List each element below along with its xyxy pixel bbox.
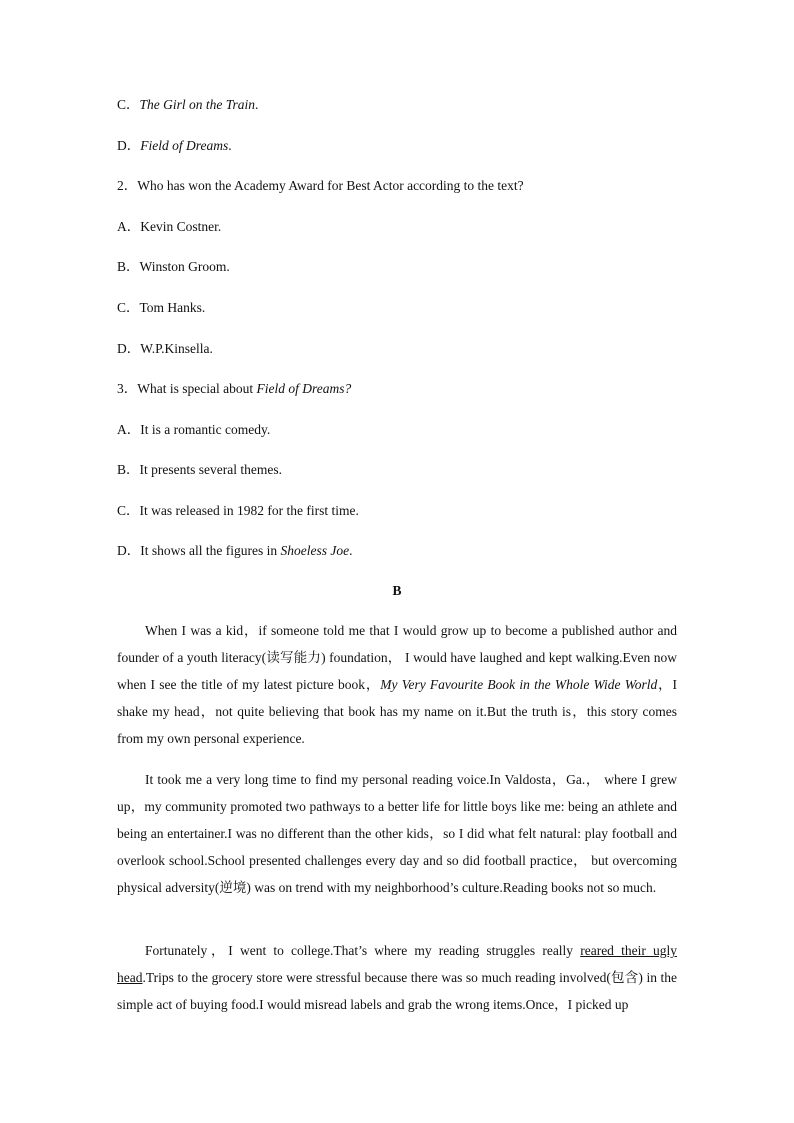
option-title: The Girl on the Train bbox=[139, 97, 256, 112]
paragraph-text: It took me a very long time to find my personal reading voice.In Valdosta，Ga.， where I grew up，my community promoted two pathways to a better life for little boys like me: being an athlete and being an entertainer.I was no different than the other kids，so I did what felt natural: play football and overlook school.School presented challenges every day and so did football practice， but overcoming physical adversity(逆境) was on trend with my neighborhood’s culture.Reading books not so much. bbox=[117, 772, 677, 895]
q2-option-b: B．Winston Groom. bbox=[117, 259, 230, 274]
option-text: D．It shows all the figures in bbox=[117, 543, 281, 558]
q2-option-d: D．W.P.Kinsella. bbox=[117, 341, 213, 356]
passage-paragraph-3 bbox=[117, 937, 677, 1018]
option-title: Field of Dreams bbox=[140, 138, 229, 153]
paragraph-text: Fortunately，I went to college.That’s where my reading struggles really bbox=[145, 943, 581, 958]
q2-option-c: C．Tom Hanks. bbox=[117, 300, 206, 315]
option-end: . bbox=[255, 97, 259, 112]
q3-stem bbox=[117, 380, 351, 398]
book-title: My Very Favourite Book in the Whole Wide World bbox=[380, 677, 658, 692]
underlined-phrase: reared their ugly head bbox=[117, 943, 677, 985]
passage-paragraph-2 bbox=[117, 766, 677, 901]
option-title: Shoeless Joe bbox=[280, 543, 350, 558]
q2-stem: 2．Who has won the Academy Award for Best Actor according to the text? bbox=[117, 178, 524, 193]
option-label: C． bbox=[117, 97, 140, 112]
option-label: D． bbox=[117, 138, 141, 153]
q3-option-a: A．It is a romantic comedy. bbox=[117, 422, 271, 437]
q2-option-a: A．Kevin Costner. bbox=[117, 219, 222, 234]
q3-option-c: C．It was released in 1982 for the first time. bbox=[117, 503, 359, 518]
section-heading: B bbox=[392, 583, 402, 598]
q3-option-b: B．It presents several themes. bbox=[117, 462, 282, 477]
option-end: . bbox=[228, 138, 232, 153]
stem-text: 3．What is special about bbox=[117, 381, 257, 396]
q3-option-d bbox=[117, 542, 352, 560]
paragraph-text: ，I shake my head，not quite believing that book has my name on it.But the truth is，this story comes from my own personal experience. bbox=[117, 677, 677, 746]
q1-option-d bbox=[117, 137, 232, 155]
passage-paragraph-1 bbox=[117, 617, 677, 752]
paragraph-text: When I was a kid，if someone told me that I would grow up to become a published author and founder of a youth literacy(读写能力) foundation， I would have laughed and kept walking.Even now when I see the title of my latest picture book， bbox=[117, 623, 677, 692]
paragraph-text: .Trips to the grocery store were stressful because there was so much reading involved(包含) in the simple act of buying food.I would misread labels and grab the wrong items.Once，I picked up bbox=[117, 970, 677, 1012]
stem-title: Field of Dreams? bbox=[256, 381, 352, 396]
option-end: . bbox=[349, 543, 353, 558]
q1-option-c bbox=[117, 96, 258, 114]
